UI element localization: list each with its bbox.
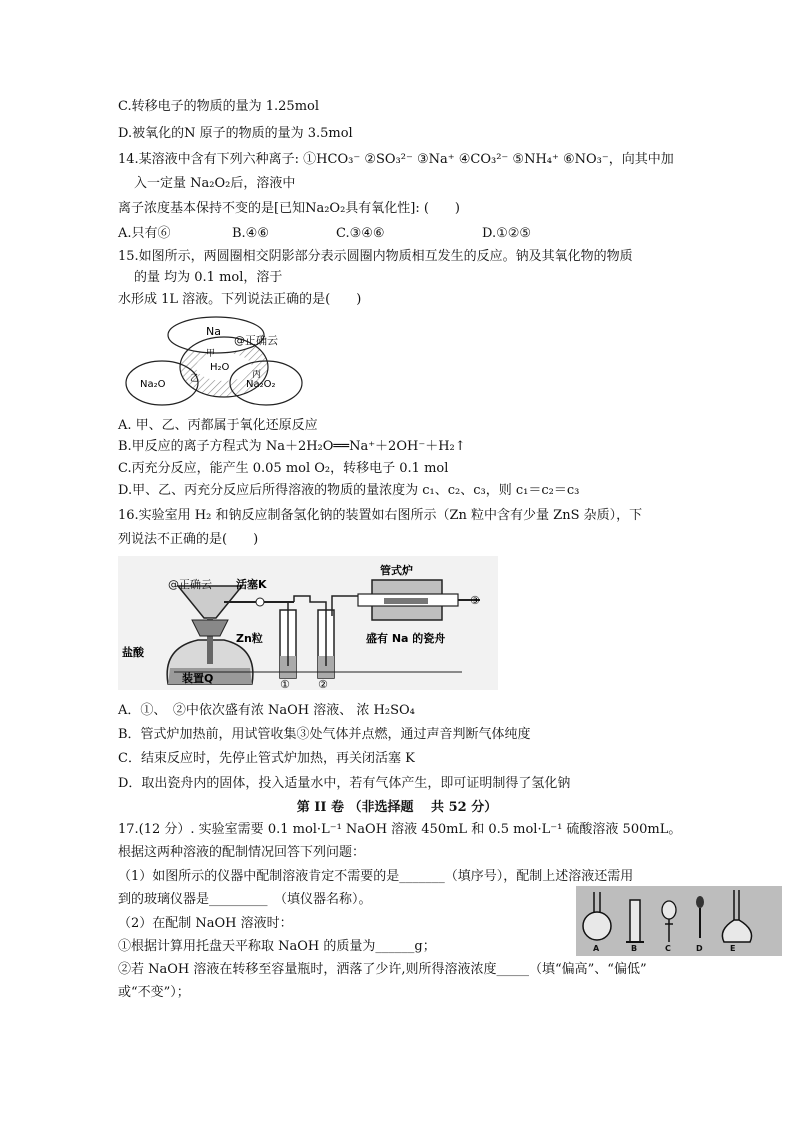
venn-label-na2o2: Na₂O₂ <box>246 379 276 390</box>
question-17-part2-2-cont: 或“不变”）； <box>118 985 190 1000</box>
option-13d: D.被氧化的N 原子的物质的量为 3.5mol <box>118 126 353 141</box>
question-14-stem-cont: 入一定量 Na₂O₂后，溶液中 <box>134 176 296 191</box>
question-17-part2: （2）在配制 NaOH 溶液时： <box>118 916 293 931</box>
option-14c: C.③④⑥ <box>336 226 385 241</box>
apparatus-label-device: 装置Q <box>182 672 214 685</box>
apparatus-label-valve: 活塞K <box>236 578 267 591</box>
venn-label-yi: 乙 <box>190 374 200 384</box>
option-16d: D．取出瓷舟内的固体，投入适量水中，若有气体产生，即可证明制得了氢化钠 <box>118 776 571 791</box>
apparatus-label-zn: Zn粒 <box>236 632 263 645</box>
option-15a: A. 甲、乙、丙都属于氧化还原反应 <box>118 418 318 433</box>
instrument-label-b: B <box>631 944 638 953</box>
apparatus-label-3: ③ <box>470 594 480 607</box>
venn-label-na2o: Na₂O <box>140 379 166 390</box>
apparatus-label-acid: 盐酸 <box>122 646 144 659</box>
apparatus-label-boat: 盛有 Na 的瓷舟 <box>366 632 446 645</box>
option-16c: C．结束反应时，先停止管式炉加热，再关闭活塞 K <box>118 751 415 766</box>
apparatus-label-furnace: 管式炉 <box>380 564 413 577</box>
figure-17-instruments <box>576 886 782 956</box>
question-15-stem: 15.如图所示，两圆圈相交阴影部分表示圆圈内物质相互发生的反应。钠及其氧化物的物质 <box>118 249 633 264</box>
option-16a: A．①、 ②中依次盛有浓 NaOH 溶液、 浓 H₂SO₄ <box>118 703 415 718</box>
apparatus-label-2: ② <box>318 678 328 690</box>
option-14b: B.④⑥ <box>232 226 269 241</box>
question-17-stem: 17.(12 分）. 实验室需要 0.1 mol·L⁻¹ NaOH 溶液 450mL 和 0.5 mol·L⁻¹ 硫酸溶液 500mL。 <box>118 822 682 837</box>
question-14-stem: 14.某溶液中含有下列六种离子: ①HCO₃⁻ ②SO₃²⁻ ③Na⁺ ④CO₃²⁻ ⑤NH₄⁺ ⑥NO₃⁻，向其中加 <box>118 152 674 167</box>
question-17-stem-cont: 根据这两种溶液的配制情况回答下列问题： <box>118 845 366 860</box>
instrument-label-c: C <box>665 944 671 953</box>
instrument-label-e: E <box>730 944 736 953</box>
venn-label-bing: 丙 <box>252 370 262 380</box>
question-17-part1-cont: 到的玻璃仪器是_________ （填仪器名称）。 <box>118 892 372 907</box>
instrument-label-a: A <box>593 944 600 953</box>
question-15-stem-cont: 的量 均为 0.1 mol，溶于 <box>134 270 283 285</box>
watermark-15: @正确云 <box>234 334 278 347</box>
option-14a: A.只有⑥ <box>118 226 171 241</box>
option-16b: B．管式炉加热前，用试管收集③处气体并点燃，通过声音判断气体纯度 <box>118 727 531 742</box>
venn-label-h2o: H₂O <box>210 362 230 373</box>
figure-15-venn <box>124 315 304 415</box>
option-15b: B.甲反应的离子方程式为 Na＋2H₂O══Na⁺＋2OH⁻＋H₂↑ <box>118 439 466 454</box>
question-16-stem: 16.实验室用 H₂ 和钠反应制备氢化钠的装置如右图所示（Zn 粒中含有少量 ZnS 杂质），下 <box>118 508 643 523</box>
question-17-part2-1: ①根据计算用托盘天平称取 NaOH 的质量为______g； <box>118 939 436 954</box>
apparatus-label-1: ① <box>280 678 290 690</box>
option-15d: D.甲、乙、丙充分反应后所得溶液的物质的量浓度为 c₁、c₂、c₃，则 c₁＝c₂＝c₃ <box>118 483 580 498</box>
question-17-part1: （1）如图所示的仪器中配制溶液肯定不需要的是_______（填序号），配制上述溶液还需用 <box>118 869 634 884</box>
question-14-stem-end: 离子浓度基本保持不变的是[已知Na₂O₂具有氧化性]: ( ) <box>118 201 461 216</box>
instrument-labels <box>576 944 782 956</box>
venn-label-na: Na <box>206 325 221 338</box>
option-15c: C.丙充分反应，能产生 0.05 mol O₂，转移电子 0.1 mol <box>118 461 449 476</box>
question-17-part2-2: ②若 NaOH 溶液在转移至容量瓶时，洒落了少许,则所得溶液浓度_____（填“偏高”、“偏低” <box>118 962 647 977</box>
question-16-stem-cont: 列说法不正确的是( ) <box>118 532 259 547</box>
section-title: 第 II 卷 （非选择题 共 52 分） <box>296 800 498 815</box>
instrument-label-d: D <box>696 944 703 953</box>
option-14d: D.①②⑤ <box>482 226 532 241</box>
watermark-16: @正确云 <box>168 578 212 591</box>
venn-label-jia: 甲 <box>206 349 216 359</box>
option-13c: C.转移电子的物质的量为 1.25mol <box>118 99 320 114</box>
question-15-stem-end: 水形成 1L 溶液。下列说法正确的是( ) <box>118 292 362 307</box>
